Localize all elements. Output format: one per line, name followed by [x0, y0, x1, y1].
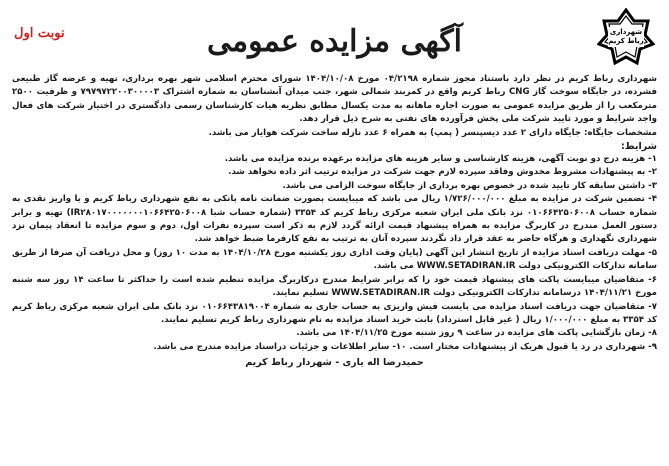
conditions-list [12, 153, 657, 354]
condition-item: ۴- تضمین شرکت در مزایده به مبلغ ۱/۷۲۶/۰۰۰/۰۰۰ ریال می باشد که میبایست بصورت ضمانت نامه بانکی به نفع شهرداری رباط کریم و یا واریز نقدی به شماره حساب ۰۱۰۶۶۴۲۵۰۶۰۰۸ نزد بانک ملی ایران شعبه مرکزی رباط کریم کد ۳۳۵۴ (شماره حساب شبا IR۲۸۰۱۷۰۰۰۰۰۰۰۱۰۶۶۴۲۵۰۶۰۰۸) تهیه و برابر دستور العمل مندرج در کاربرگ مزایده به همراه پیشنهاد قیمت ارائه گردد لازم به ذکر است سپرده نفرات اول، دوم و سوم مزایده تا انعقاد پیمان نزد شهرداری نگهداری و هرگاه حاضر به عقد قرار داد نگردند سپرده آنان به ترتیب به نفع کارفرما ضبط خواهد شد. [12, 194, 657, 245]
condition-item: ۲- به پیشنهادات مشروط مخدوش وفاقد سپرده لازم جهت شرکت در مزایده ترتیب اثر داده نخواهد شد. [228, 167, 657, 178]
specs-label: مشخصات جایگاه: [584, 127, 657, 138]
intro-paragraph: شهرداری رباط کریم در نظر دارد باستناد مجوز شماره ۰۴/۲۱۹۸ مورخ ۱۴۰۴/۱۰/۰۸ شورای محترم اسلامی شهر بهره برداری، تهیه و عرضه گاز طبیعی فشرده، در جایگاه سوخت گاز CNG رباط کریم واقع در کمربند شمالی شهر، جنب میدان آبشناسان به شماره اشتراک ۷۹۷۹۷۲۲۰۰۳۰۰۰۰۳ و ظرفیت ۲۵۰۰ مترمکعب را از طریق مزایده عمومی به صورت اجاره ماهانه به مدت یکسال مطابق نظریه هیات کارشناسان رسمی دادگستری در اختیار شرکت های فعال واجد شرایط و مورد تایید شرکت ملی پخش فرآورده های نفتی به شرح ذیل قرار دهد. [12, 74, 657, 125]
logo-text [608, 27, 644, 47]
condition-item: ۵- مهلت دریافت اسناد مزایده از تاریخ انتشار این آگهی (پایان وقت اداری روز یکشنبه مورخ ۱۴۰۴/۱۰/۲۸ به مدت ۱۰ روز) و محل دریافت آن صرفا از طریق سامانه تدارکات الکترونیکی دولت WWW.SETADIRAN.IR می باشد. [12, 247, 657, 272]
logo-line-1: شهرداری [609, 28, 643, 36]
station-specs [12, 127, 657, 140]
condition-item: ۷- متقاضیان جهت دریافت اسناد مزایده می بایست فیش واریزی به حساب جاری به شماره ۰۱۰۶۶۴۳۸۱۹۰۰۴ نزد بانک ملی ایران شعبه مرکزی رباط کریم کد ۳۳۵۴ به مبلغ ۱/۰۰۰/۰۰۰ ریال ( غیر قابل استرداد) بابت خرید اسناد مزایده به نام شهرداری رباط کریم تسلیم نمایند. [12, 301, 657, 325]
round-badge: نوبت اول [14, 26, 65, 41]
condition-item: ۸- زمان بازگشایی پاکت های مزایده در ساعت ۹ روز شنبه مورخ ۱۴۰۴/۱۱/۲۵ می باشد. [296, 328, 657, 339]
condition-item: ۹- شهرداری در رد یا قبول هریک از پیشنهادات مختار است. ۱۰- سایر اطلاعات و جزئیات دراسناد مزایده مندرج می باشد. [153, 341, 657, 352]
notice-title: آگهی مزایده عمومی [207, 24, 462, 59]
condition-item: ۱- هزینه درج دو نوبت آگهی، هزینه کارشناسی و سایر هزینه های مزایده برعهده برنده مزایده می باشد. [224, 154, 657, 165]
condition-item: ۶- متقاضیان میبایست پاکت های پیشنهاد قیمت خود را که برابر شرایط مندرج درکاربرگ مزایده تنظیم شده است را حداکثر تا ساعت ۱۴ روز سه شنبه مورخ ۱۴۰۴/۱۱/۲۱ درسامانه تدارکات الکترونیکی دولت WWW.SETADIRAN.IR تسلیم نمایند. [12, 274, 657, 299]
specs-text: جایگاه دارای ۲ عدد دیسپنسر ( پمپ) به همراه ۶ عدد نازله ساخت شرکت هوایار می باشد. [208, 127, 585, 138]
condition-item: ۳- داشتن سابقه کار تایید شده در خصوص بهره برداری از جایگاه سوخت الزامی می باشد. [282, 180, 657, 191]
signature: حمیدرضا اله یاری - شهردار رباط کریم [245, 357, 424, 369]
conditions-heading: شرایط: [620, 141, 657, 153]
logo-line-2: رباط کریم [608, 37, 644, 45]
municipality-logo [597, 8, 655, 66]
